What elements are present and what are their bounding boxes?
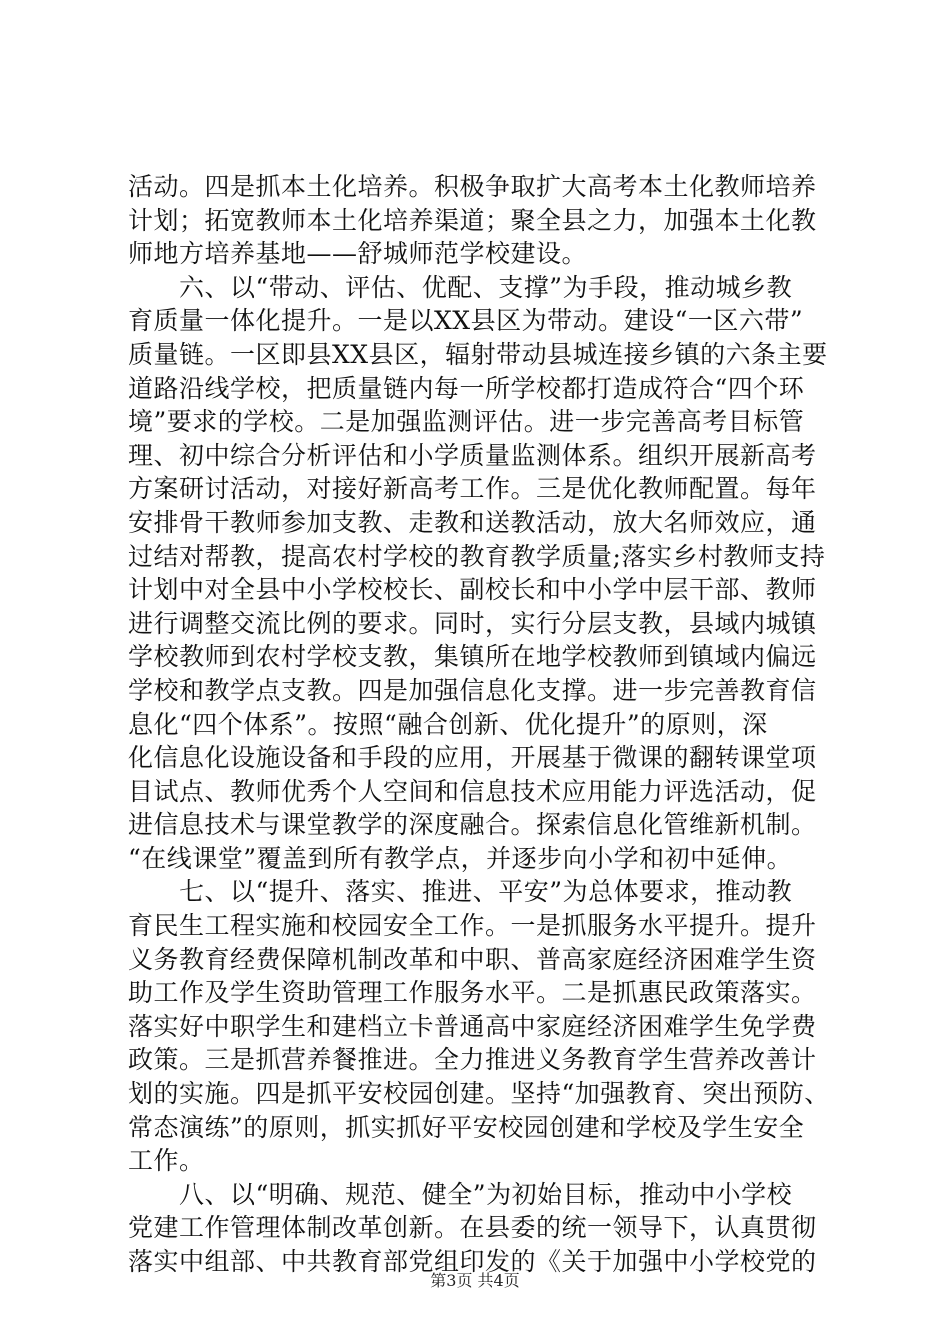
text-line: 质量链。一区即县XX县区，辐射带动县城连接乡镇的六条主要 [128, 339, 828, 369]
text-line: 方案研讨活动，对接好新高考工作。三是优化教师配置。每年 [128, 474, 817, 504]
text-line: 工作。 [128, 1146, 205, 1176]
text-line: 助工作及学生资助管理工作服务水平。二是抓惠民政策落实。 [128, 978, 817, 1008]
text-line: 划的实施。四是抓平安校园创建。坚持“加强教育、突出预防、 [128, 1079, 830, 1109]
text-line: 安排骨干教师参加支教、走教和送教活动，放大名师效应，通 [128, 507, 817, 537]
body-text [128, 170, 828, 1279]
text-line: 党建工作管理体制改革创新。在县委的统一领导下，认真贯彻 [128, 1213, 817, 1243]
text-line: 活动。四是抓本土化培养。积极争取扩大高考本土化教师培养 [128, 172, 817, 201]
text-line: 常态演练”的原则，抓实抓好平安校园创建和学校及学生安全 [128, 1112, 805, 1142]
text-line: 师地方培养基地——舒城师范学校建设。 [128, 239, 588, 269]
text-line: 义务教育经费保障机制改革和中职、普高家庭经济困难学生资 [128, 944, 817, 974]
paragraph-six-start: 六、以“带动、评估、优配、支撑”为手段，推动城乡教 [128, 272, 793, 302]
text-line: 进行调整交流比例的要求。同时，实行分层支教，县域内城镇 [128, 608, 817, 638]
paragraph-seven-start: 七、以“提升、落实、推进、平安”为总体要求，推动教 [128, 877, 793, 907]
text-line: 化信息化设施设备和手段的应用，开展基于微课的翻转课堂项 [128, 743, 817, 773]
paragraph-eight-start: 八、以“明确、规范、健全”为初始目标，推动中小学校 [128, 1179, 793, 1209]
text-line: 道路沿线学校，把质量链内每一所学校都打造成符合“四个环 [128, 373, 805, 403]
text-line: 学校和教学点支教。四是加强信息化支撑。进一步完善教育信 [128, 675, 817, 705]
text-line: 学校教师到农村学校支教，集镇所在地学校教师到镇域内偏远 [128, 642, 817, 672]
text-line: 政策。三是抓营养餐推进。全力推进义务教育学生营养改善计 [128, 1045, 817, 1075]
text-line: 计划中对全县中小学校校长、副校长和中小学中层干部、教师 [128, 575, 817, 605]
text-line: 育质量一体化提升。一是以XX县区为带动。建设“一区六带” [128, 306, 804, 336]
text-line: 过结对帮教，提高农村学校的教育教学质量;落实乡村教师支持 [128, 541, 826, 571]
text-line: 计划；拓宽教师本土化培养渠道；聚全县之力，加强本土化教 [128, 205, 817, 235]
text-line: 息化“四个体系”。按照“融合创新、优化提升”的原则，深 [128, 709, 768, 739]
text-line: 理、初中综合分析评估和小学质量监测体系。组织开展新高考 [128, 440, 817, 470]
text-line: 进信息技术与课堂教学的深度融合。探索信息化管维新机制。 [128, 810, 817, 840]
text-line: 境”要求的学校。二是加强监测评估。进一步完善高考目标管 [128, 407, 805, 437]
text-line: “在线课堂”覆盖到所有教学点，并逐步向小学和初中延伸。 [128, 843, 793, 873]
page-number-footer: 第3页 共4页 [430, 1271, 520, 1290]
text-line: 落实中组部、中共教育部党组印发的《关于加强中小学校党的 [128, 1247, 817, 1276]
text-line: 育民生工程实施和校园安全工作。一是抓服务水平提升。提升 [128, 911, 817, 941]
text-line: 落实好中职学生和建档立卡普通高中家庭经济困难学生免学费 [128, 1011, 817, 1041]
text-line: 目试点、教师优秀个人空间和信息技术应用能力评选活动，促 [128, 776, 817, 806]
